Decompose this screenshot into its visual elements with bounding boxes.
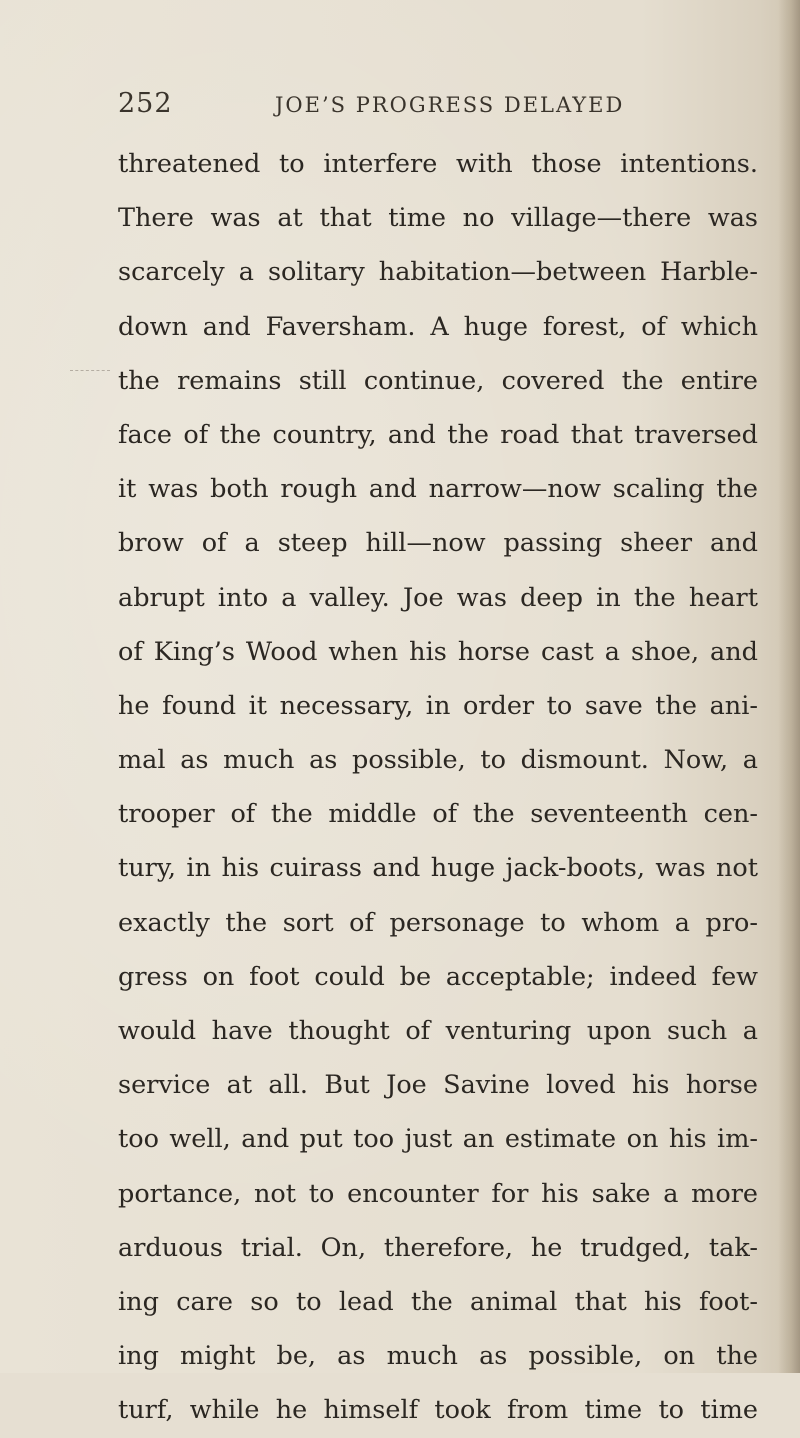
text-line: arduous trial. On, therefore, he trudged, tak- — [118, 1232, 758, 1263]
text-line: abrupt into a valley. Joe was deep in the heart — [118, 582, 758, 613]
text-line: threatened to interfere with those intentions. — [118, 149, 758, 179]
text-line: ing care so to lead the animal that his foot- — [118, 1286, 758, 1317]
text-line: mal as much as possible, to dismount. Now, a — [118, 745, 758, 776]
text-line: turf, while he himself took from time to time — [118, 1395, 758, 1426]
body-text — [118, 137, 758, 1438]
text-line: of King’s Wood when his horse cast a shoe, and — [118, 636, 758, 667]
text-line: too well, and put too just an estimate on his im- — [118, 1124, 758, 1155]
text-line: gress on foot could be acceptable; indeed few — [118, 961, 758, 992]
text-line: trooper of the middle of the seventeenth cen- — [118, 799, 758, 830]
text-line: the remains still continue, covered the entire — [118, 365, 758, 396]
text-line: portance, not to encounter for his sake a more — [118, 1178, 758, 1209]
running-head: JOE’S PROGRESS DELAYED — [275, 93, 625, 117]
text-line: exactly the sort of personage to whom a pro- — [118, 907, 758, 938]
text-line: service at all. But Joe Savine loved his horse — [118, 1070, 758, 1101]
text-line: would have thought of venturing upon such a — [118, 1016, 758, 1046]
page-edge-shadow — [778, 0, 800, 1373]
text-line: down and Faversham. A huge forest, of which — [118, 311, 758, 342]
text-line: tury, in his cuirass and huge jack-boots, was not — [118, 853, 758, 884]
text-line: face of the country, and the road that traversed — [118, 419, 758, 450]
margin-pencil-mark — [70, 370, 110, 373]
page-header — [118, 88, 678, 128]
text-line: he found it necessary, in order to save the ani- — [118, 690, 758, 721]
page-number: 252 — [118, 88, 173, 119]
text-line: There was at that time no village—there was — [118, 203, 758, 234]
text-line: brow of a steep hill—now passing sheer and — [118, 528, 758, 559]
text-line: it was both rough and narrow—now scaling the — [118, 474, 758, 505]
text-line: scarcely a solitary habitation—between Harble- — [118, 257, 758, 288]
text-line: ing might be, as much as possible, on the — [118, 1341, 758, 1372]
